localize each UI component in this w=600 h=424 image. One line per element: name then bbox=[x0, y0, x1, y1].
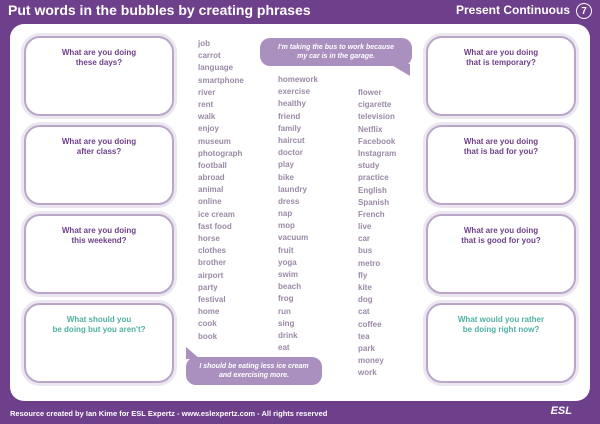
speech-bubble-bottom bbox=[186, 357, 322, 385]
word-item[interactable]: language bbox=[198, 63, 234, 73]
bubble-bad-for-you[interactable] bbox=[426, 125, 576, 205]
esl-logo: ESL bbox=[550, 405, 572, 417]
word-item[interactable]: beach bbox=[278, 282, 302, 292]
word-item[interactable]: carrot bbox=[198, 51, 221, 61]
word-item[interactable]: mop bbox=[278, 221, 295, 231]
page-subtitle: Present Continuous bbox=[455, 3, 570, 17]
word-item[interactable]: bus bbox=[358, 246, 373, 256]
bubble-line: What are you doing bbox=[463, 226, 539, 235]
word-item[interactable]: healthy bbox=[278, 99, 307, 109]
speech-line: I should be eating less ice cream bbox=[199, 363, 309, 370]
bubble-line: be doing right now? bbox=[462, 325, 540, 334]
word-item[interactable]: coffee bbox=[358, 319, 382, 329]
word-item[interactable]: exercise bbox=[278, 87, 311, 97]
word-item[interactable]: live bbox=[358, 222, 372, 232]
word-item[interactable]: walk bbox=[198, 112, 216, 122]
word-item[interactable]: museum bbox=[198, 136, 231, 146]
word-item[interactable]: cigarette bbox=[358, 100, 392, 110]
word-item[interactable]: dog bbox=[358, 295, 373, 305]
word-item[interactable]: river bbox=[198, 87, 216, 97]
bubble-good-for-you[interactable] bbox=[426, 214, 576, 294]
word-item[interactable]: party bbox=[198, 282, 218, 292]
word-item[interactable]: study bbox=[358, 161, 380, 171]
word-item[interactable]: family bbox=[278, 123, 302, 133]
word-item[interactable]: ice cream bbox=[198, 209, 235, 219]
bubble-line: What are you doing bbox=[463, 137, 539, 146]
word-item[interactable]: English bbox=[358, 185, 387, 195]
word-item[interactable]: horse bbox=[198, 234, 220, 243]
word-item[interactable]: tea bbox=[358, 331, 370, 341]
word-item[interactable]: fast food bbox=[198, 221, 232, 231]
word-item[interactable]: kite bbox=[358, 283, 372, 292]
word-item[interactable]: job bbox=[198, 39, 210, 48]
word-item[interactable]: clothes bbox=[198, 246, 227, 256]
bubble-line: What are you doing bbox=[61, 226, 137, 235]
word-item[interactable]: French bbox=[358, 209, 385, 219]
word-item[interactable]: money bbox=[358, 356, 384, 366]
page-title: Put words in the bubbles by creating phrases bbox=[8, 2, 311, 18]
bubble-line: What are you doing bbox=[463, 48, 539, 57]
word-item[interactable]: haircut bbox=[278, 135, 305, 145]
bubble-line: that is bad for you? bbox=[463, 147, 539, 156]
speech-bubble-top bbox=[260, 38, 412, 66]
word-item[interactable]: Spanish bbox=[358, 197, 390, 207]
word-item[interactable]: home bbox=[198, 307, 220, 317]
bubble-these-days[interactable] bbox=[24, 36, 174, 116]
word-item[interactable]: fruit bbox=[278, 245, 294, 255]
word-item[interactable]: rent bbox=[198, 99, 214, 109]
word-item[interactable]: laundry bbox=[278, 184, 307, 194]
word-item[interactable]: homework bbox=[278, 75, 319, 84]
word-item[interactable]: park bbox=[358, 343, 375, 353]
word-item[interactable]: car bbox=[358, 234, 371, 244]
word-item[interactable]: animal bbox=[198, 185, 224, 195]
word-item[interactable]: brother bbox=[198, 258, 226, 268]
word-item[interactable]: enjoy bbox=[198, 124, 219, 134]
word-item[interactable]: work bbox=[358, 368, 377, 378]
bubble-line: be doing but you aren't? bbox=[52, 325, 146, 334]
word-item[interactable]: cook bbox=[198, 319, 217, 329]
word-item[interactable]: nap bbox=[278, 209, 293, 219]
word-column-1 bbox=[198, 38, 244, 343]
word-item[interactable]: sing bbox=[278, 318, 295, 328]
bubble-this-weekend[interactable] bbox=[24, 214, 174, 294]
bubble-line: that is temporary? bbox=[466, 58, 536, 67]
word-item[interactable]: practice bbox=[358, 173, 389, 183]
word-item[interactable]: swim bbox=[278, 270, 299, 279]
bubble-line: What are you doing bbox=[61, 137, 137, 146]
word-item[interactable]: Facebook bbox=[358, 136, 396, 146]
page-number-badge: 7 bbox=[576, 3, 592, 19]
word-item[interactable]: cat bbox=[358, 307, 370, 317]
word-item[interactable]: fly bbox=[358, 270, 368, 280]
bubble-line: this weekend? bbox=[71, 236, 127, 245]
word-item[interactable]: online bbox=[198, 197, 222, 207]
speech-line: and exercising more. bbox=[218, 372, 290, 380]
bubble-line: What are you doing bbox=[61, 48, 137, 57]
word-column-3 bbox=[358, 87, 396, 380]
word-item[interactable]: Netflix bbox=[358, 124, 383, 134]
speech-tail-bottom bbox=[186, 347, 200, 359]
word-item[interactable]: frog bbox=[278, 294, 294, 304]
bubble-should-be-doing[interactable] bbox=[24, 303, 174, 383]
word-item[interactable]: football bbox=[198, 160, 227, 170]
word-item[interactable]: vacuum bbox=[278, 233, 309, 243]
word-column-2 bbox=[278, 74, 318, 354]
speech-tail-top bbox=[390, 64, 410, 76]
word-item[interactable]: television bbox=[358, 112, 395, 122]
word-item[interactable]: photograph bbox=[198, 148, 243, 158]
word-item[interactable]: dress bbox=[278, 196, 300, 206]
speech-line: I'm taking the bus to work because bbox=[277, 44, 395, 51]
word-item[interactable]: book bbox=[198, 331, 218, 341]
word-item[interactable]: metro bbox=[358, 258, 381, 268]
word-item[interactable]: bike bbox=[278, 172, 295, 182]
word-item[interactable]: yoga bbox=[278, 257, 297, 267]
bubble-rather-be-doing[interactable] bbox=[426, 303, 576, 383]
word-item[interactable]: eat bbox=[278, 343, 290, 353]
word-item[interactable]: smartphone bbox=[198, 75, 244, 85]
word-item[interactable]: abroad bbox=[198, 173, 225, 183]
bubble-line: these days? bbox=[75, 58, 123, 67]
bubble-after-class[interactable] bbox=[24, 125, 174, 205]
word-item[interactable]: festival bbox=[198, 294, 226, 304]
bubble-temporary[interactable] bbox=[426, 36, 576, 116]
bubble-line: that is good for you? bbox=[461, 236, 541, 245]
word-item[interactable]: doctor bbox=[278, 148, 303, 158]
word-item[interactable]: drink bbox=[278, 330, 298, 340]
word-item[interactable]: flower bbox=[358, 88, 382, 97]
word-item[interactable]: play bbox=[278, 160, 295, 170]
footer-credit: Resource created by Ian Kime for ESL Expertz - www.eslexpertz.com - All rights reserved bbox=[10, 409, 328, 418]
header bbox=[0, 0, 600, 22]
bubble-line: What would you rather bbox=[457, 315, 545, 324]
bubble-line: after class? bbox=[76, 147, 122, 156]
speech-line: my car is in the garage. bbox=[297, 53, 375, 61]
worksheet bbox=[10, 24, 590, 401]
word-item[interactable]: airport bbox=[198, 270, 224, 280]
word-item[interactable]: run bbox=[278, 306, 291, 316]
word-item[interactable]: Instagram bbox=[358, 148, 397, 158]
bubble-line: What should you bbox=[66, 315, 132, 324]
word-item[interactable]: friend bbox=[278, 111, 301, 121]
